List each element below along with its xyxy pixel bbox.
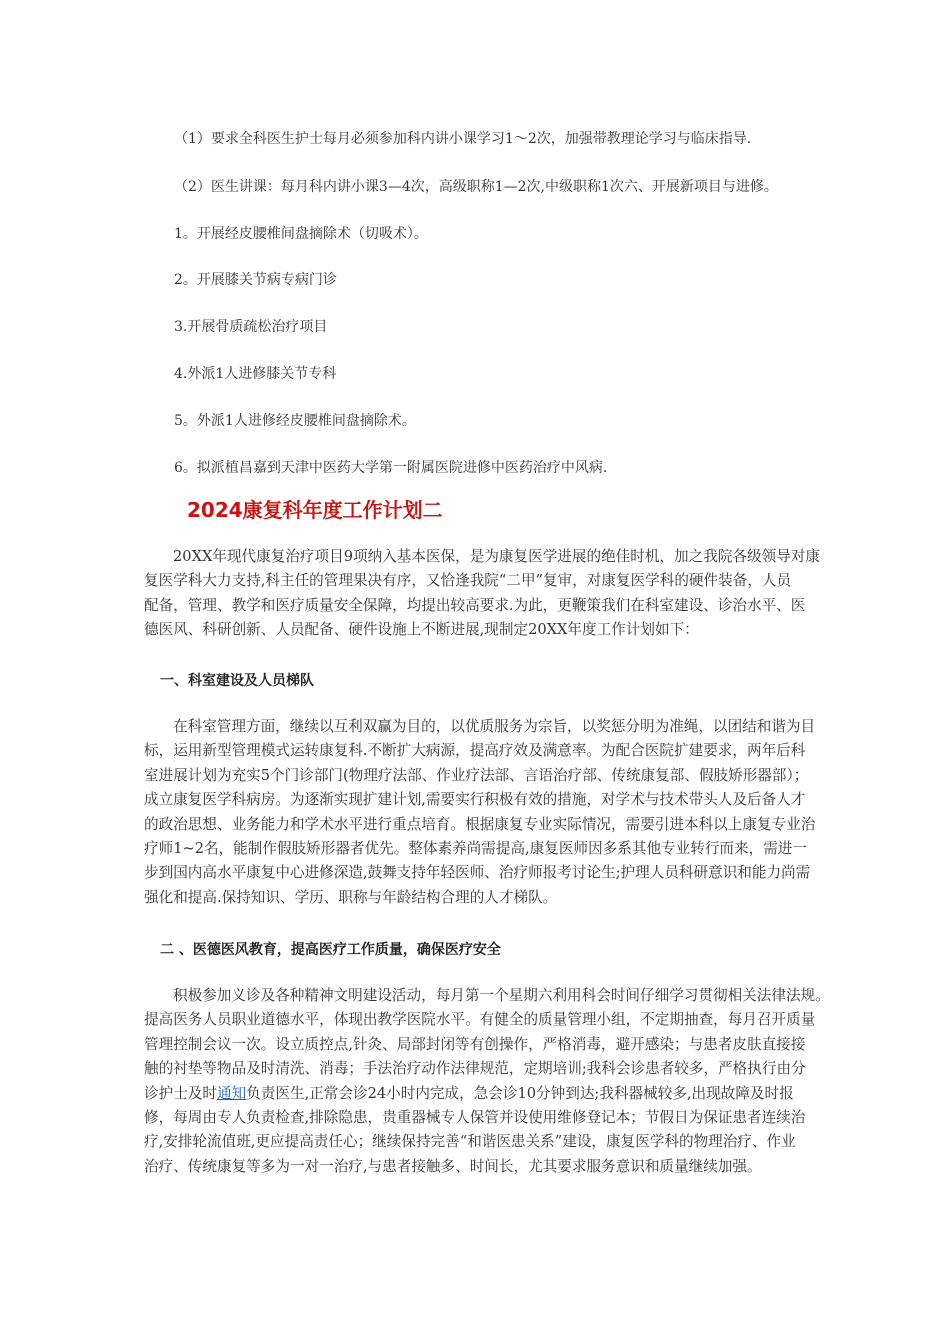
new-project-item-5: 5。外派1人进修经皮腰椎间盘摘除术。	[174, 413, 416, 429]
paragraph-line: 修，每周由专人负责检查,排除隐患，贵重器械专人保管并设使用维修登记本；节假日为保证患者连续治	[144, 1109, 806, 1127]
line-text-after-link: 负责医生,正常会诊24小时内完成，急会诊10分钟到达;我科器械较多,出现故障及时报	[246, 1084, 794, 1102]
paragraph-line: 标，运用新型管理模式运转康复科.不断扩大病源，提高疗效及满意率。为配合医院扩建要求，两年后科	[144, 742, 806, 760]
paragraph-line: 的政治思想、业务能力和学术水平进行重点培育。根据康复专业实际情况，需要引进本科以上康复专业治	[144, 815, 816, 833]
paragraph-line: 管理控制会议一次。设立质控点,针灸、局部封闭等有创操作，严格消毒，避开感染；与患者皮肤直接接	[144, 1035, 806, 1053]
paragraph-line: 触的衬垫等物品及时清洗、消毒；手法治疗动作法律规范，定期培训;我科会诊患者较多，严格执行由分	[144, 1060, 806, 1078]
intro-line: 德医风、科研创新、人员配备、硬件设施上不断进展,现制定20XX年度工作计划如下：	[144, 621, 699, 639]
notice-link[interactable]: 通知	[216, 1084, 247, 1102]
study-requirement-item-2: （2）医生讲课：每月科内讲小课3—4次，高级职称1—2次,中级职称1次六、开展新项目与进修。	[174, 179, 778, 195]
section-2-paragraph	[144, 984, 830, 1179]
line-text-before-link: 诊护士及时	[144, 1084, 217, 1102]
paragraph-line: 治疗、传统康复等多为一对一治疗,与患者接触多、时间长，尤其要求服务意识和质量继续加强。	[144, 1157, 762, 1175]
intro-paragraph	[144, 545, 820, 643]
document-title: 2024康复科年度工作计划二	[187, 498, 443, 522]
intro-line: 20XX年现代康复治疗项目9项纳入基本医保，是为康复医学进展的绝佳时机，加之我院各级领导对康	[173, 548, 820, 565]
section-1-paragraph	[144, 715, 816, 910]
paragraph-line: 步到国内高水平康复中心进修深造,鼓舞支持年轻医师、治疗师报考讨论生;护理人员科研意识和能力尚需	[144, 864, 811, 882]
paragraph-line: 提高医务人员职业道德水平，体现出教学医院水平。有健全的质量管理小组，不定期抽查，每月召开质量	[144, 1011, 816, 1029]
paragraph-line: 强化和提高.保持知识、学历、职称与年龄结构合理的人才梯队。	[144, 888, 558, 906]
paragraph-line: 积极参加义诊及各种精神文明建设活动，每月第一个星期六利用科会时间仔细学习贯彻相关法律法规。	[173, 987, 830, 1004]
new-project-item-4: 4.外派1人进修膝关节专科	[174, 366, 337, 382]
new-project-item-1: 1。开展经皮腰椎间盘摘除术（切吸术）。	[174, 226, 428, 242]
paragraph-line-with-link	[144, 1082, 810, 1106]
section-2-heading: 二 、医德医风教育，提高医疗工作质量，确保医疗安全	[160, 942, 501, 958]
new-project-item-6: 6。拟派植昌嘉到天津中医药大学第一附属医院进修中医药治疗中风病.	[174, 460, 608, 476]
paragraph-line: 在科室管理方面，继续以互利双赢为目的，以优质服务为宗旨，以奖惩分明为准绳，以团结和谐为目	[173, 718, 816, 735]
paragraph-line: 室进展计划为充实5个门诊部门(物理疗法部、作业疗法部、言语治疗部、传统康复部、假肢矫形器部）；	[144, 766, 809, 784]
paragraph-line: 疗师1~2名，能制作假肢矫形器者优先。整体素养尚需提高,康复医师因多系其他专业转行而来，需进一	[144, 840, 807, 858]
intro-line: 配备，管理、教学和医疗质量安全保障，均提出较高要求.为此，更鞭策我们在科室建设、诊治水平、医	[144, 596, 806, 614]
new-project-item-2: 2。开展膝关节病专病门诊	[174, 272, 337, 288]
paragraph-line: 成立康复医学科病房。为逐渐实现扩建计划,需要实行积极有效的措施，对学术与技术带头人及后备人才	[144, 791, 806, 809]
new-project-item-3: 3.开展骨质疏松治疗项目	[174, 319, 328, 335]
section-1-heading: 一、科室建设及人员梯队	[160, 673, 314, 689]
study-requirement-item-1: （1）要求全科医生护士每月必须参加科内讲小课学习1～2次，加强带教理论学习与临床指导.	[174, 131, 752, 147]
paragraph-line: 疗,安排轮流值班,更应提高责任心；继续保持完善“和谐医患关系”建设，康复医学科的物理治疗、作业	[144, 1133, 796, 1151]
intro-line: 复医学科大力支持,科主任的管理果决有序，又恰逢我院“二甲”复审，对康复医学科的硬件装备，人员	[144, 572, 792, 590]
